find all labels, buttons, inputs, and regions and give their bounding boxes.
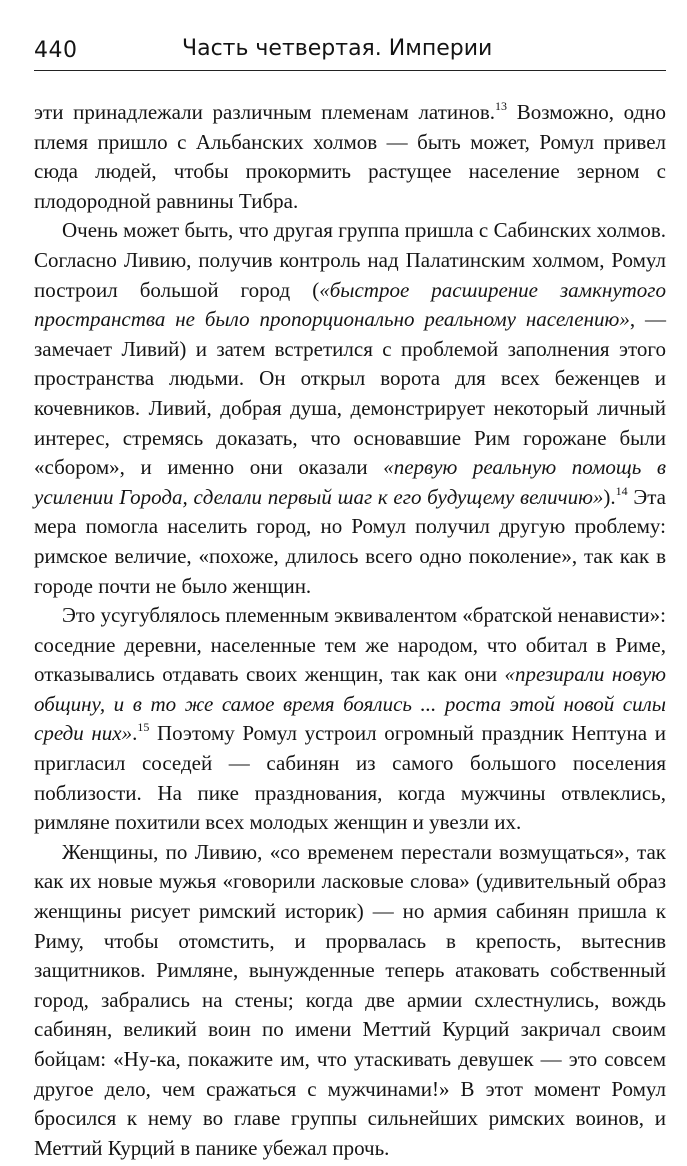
paragraph-4	[34, 838, 666, 1164]
text-run: .	[132, 721, 138, 746]
page-header	[34, 36, 666, 71]
text-run: Поэтому Ромул устроил огромный праздник Нептуна и пригласил соседей — сабинян из самого большого поселения поблизости. На пике празднования, когда мужчины отвлеклись, римляне похитили всех молодых женщин и увезли их.	[34, 721, 666, 835]
text-run: ).	[603, 484, 616, 509]
text-run: Возможно, одно племя пришло с Альбанских холмов — быть может, Ромул привел сюда людей, чтобы прокормить растущее население зерном с плодородной равнины Тибра.	[34, 100, 666, 213]
footnote-ref: 14	[615, 483, 628, 498]
quote-italic: «быстрое расширение замкнутого пространства не было пропорционально реальному населению»	[34, 277, 666, 332]
page-number: 440	[34, 38, 78, 63]
text-run: эти принадлежали различным племенам латинов.	[34, 100, 496, 124]
text-run: , — замечает Ливий) и затем встретился с проблемой заполнения этого пространства людьми. Он открыл ворота для всех беженцев и кочевников. Ливий, добрая душа, демонстрирует некоторый личный интерес, стремясь доказать, что основавшие Рим горожане были «сбором», и именно они оказали	[34, 307, 666, 480]
text-run: Очень может быть, что другая группа пришла с Сабинских холмов. Согласно Ливию, получив контроль над Палатинским холмом, Ромул построил большой город (	[34, 218, 666, 302]
paragraph-2	[34, 216, 666, 601]
text-run: Это усугублялось племенным эквивалентом «братской ненависти»: соседние деревни, населенные тем же народом, что обитал в Риме, отказывались отдавать своих женщин, так как они	[34, 603, 666, 687]
footnote-ref: 15	[137, 720, 150, 735]
text-run: Эта мера помогла населить город, но Ромул получил другую проблему: римское величие, «похоже, длилось всего одно поколение», так как в городе почти не было женщин.	[34, 484, 666, 598]
paragraph-3	[34, 601, 666, 838]
body-text	[34, 98, 666, 1163]
quote-italic: «презирали новую общину, и в то же самое время боялись ... роста этой новой силы среди них»	[34, 662, 666, 746]
quote-italic: «первую реальную помощь в усилении Города, сделали первый шаг к его будущему величию»	[34, 455, 666, 509]
text-run: Женщины, по Ливию, «со временем перестали возмущаться», так как их новые мужья «говорили ласковые слова» (удивительный образ женщины рисует римский историк) — но армия сабинян пришла к Риму, чтобы отомстить, и прорвалась в крепость, вытеснив защитников. Римляне, вынужденные теперь атаковать собственный город, забрались на стены; когда две армии схлестнулись, вождь сабинян, великий воин по имени Меттий Курций закричал своим бойцам: «Ну-ка, покажите им, что утаскивать девушек — это совсем другое дело, чем сражаться с мужчинами!» В этот момент Ромул бросился к нему во главе группы сильнейших римских воинов, и Меттий Курций в панике убежал прочь.	[34, 839, 666, 1160]
running-title: Часть четвертая. Империи	[182, 36, 493, 61]
footnote-ref: 13	[495, 99, 508, 113]
paragraph-1	[34, 98, 666, 216]
